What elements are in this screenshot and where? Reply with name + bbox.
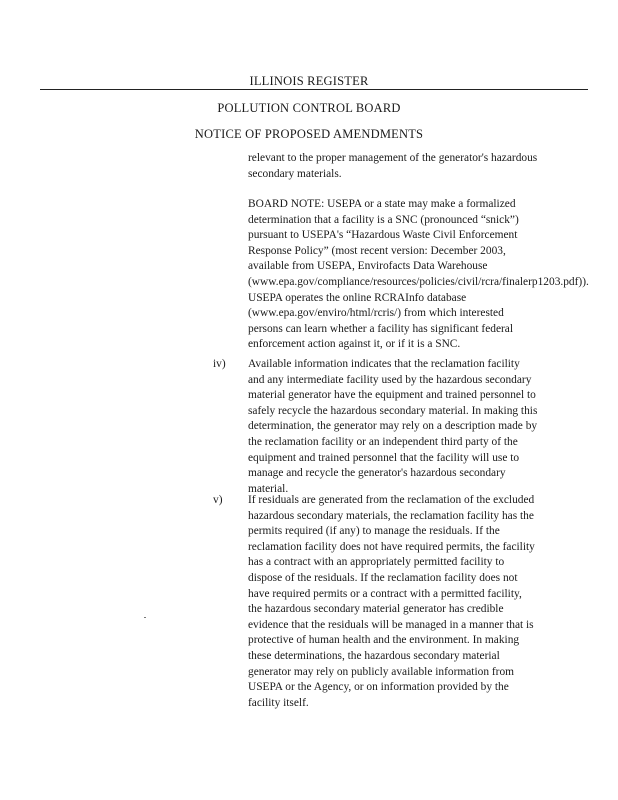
notice-title: NOTICE OF PROPOSED AMENDMENTS <box>194 127 424 141</box>
register-title: ILLINOIS REGISTER <box>249 74 369 88</box>
header-rule <box>40 89 588 90</box>
board-note-paragraph: BOARD NOTE: USEPA or a state may make a formalized determination that a facility is a SNC (pronounced “snick”) pursuant to USEPA's “Hazardous Waste Civil Enforcement Response Policy” (most recent version: December 2003, available from USEPA, Envirofacts Data Warehouse (www.epa.gov/compliance/resources/policies/civil/rcra/finalerp1203.pdf)). USEPA operates the online RCRAInfo database (www.epa.gov/enviro/html/rcris/) from which interested persons can learn whether a facility has significant federal enforcement action against it, or if it is a SNC. <box>248 198 589 351</box>
item-paragraph-iv: Available information indicates that the reclamation facility and any intermediate facility used by the hazardous secondary material generator have the equipment and trained personnel to safely recycle the hazardous secondary material. In making this determination, the generator may rely on a description made by the reclamation facility or an independent third party of the equipment and trained personnel that the facility will use to manage and recycle the generator's hazardous secondary material. <box>248 358 538 495</box>
item-label-v: v) <box>213 494 223 506</box>
item-paragraph-v: If residuals are generated from the reclamation of the excluded hazardous secondary materials, the reclamation facility has the permits required (if any) to manage the residuals. If the reclamation facility does not have required permits, the facility has a contract with an appropriately permitted facility to dispose of the residuals. If the reclamation facility does not have required permits or a contract with a permitted facility, the hazardous secondary material generator has credible evidence that the residuals will be managed in a manner that is protective of human health and the environment. In making these determinations, the hazardous secondary material generator may rely on publicly available information from USEPA or the Agency, or on information provided by the facility itself. <box>248 494 535 709</box>
board-name: POLLUTION CONTROL BOARD <box>217 101 401 115</box>
continuation-paragraph: relevant to the proper management of the generator's hazardous secondary materials. <box>248 152 538 180</box>
item-label-iv: iv) <box>213 358 226 370</box>
scan-speck <box>144 617 146 618</box>
